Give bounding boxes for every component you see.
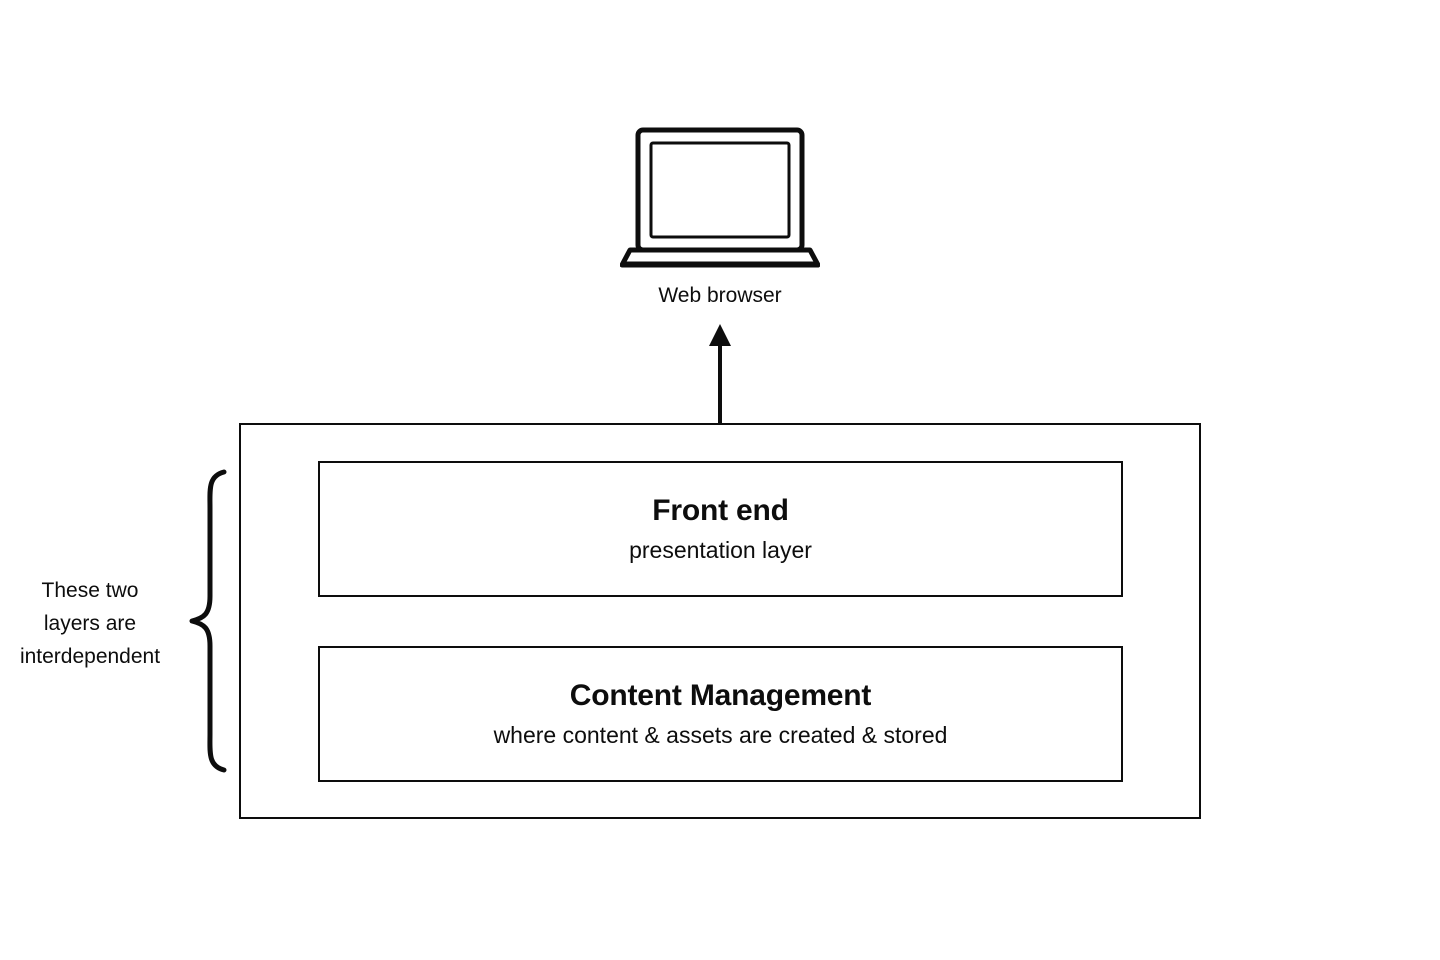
web-browser-label: Web browser: [658, 284, 782, 307]
annotation-line-1: These two: [41, 579, 139, 602]
annotation-line-2: layers are: [43, 612, 137, 635]
content-management-layer[interactable]: [318, 646, 1123, 782]
front-end-title: Front end: [652, 494, 789, 527]
front-end-subtitle: presentation layer: [629, 537, 812, 563]
laptop-icon: [620, 126, 820, 271]
annotation-line-3: interdependent: [19, 645, 161, 668]
interdependent-annotation: [0, 574, 180, 673]
up-arrow-icon: [695, 322, 745, 427]
front-end-layer[interactable]: [318, 461, 1123, 597]
content-management-subtitle: where content & assets are created & stored: [493, 722, 948, 748]
curly-brace-icon: [186, 468, 232, 774]
content-management-title: Content Management: [569, 679, 872, 712]
